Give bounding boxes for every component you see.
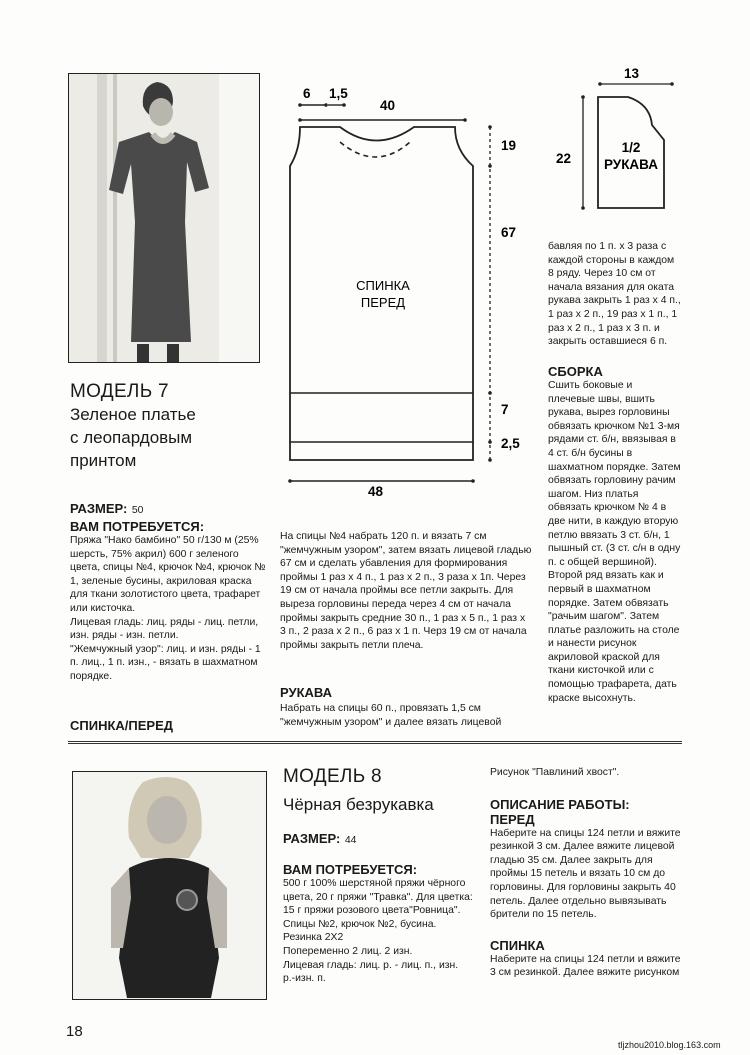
dim-40: 40 bbox=[380, 98, 396, 113]
size-label: РАЗМЕР: bbox=[283, 831, 341, 846]
model8-subtitle: Чёрная безрукавка bbox=[283, 795, 434, 814]
neckline-dashed bbox=[340, 142, 410, 157]
subtitle-line: с леопардовым bbox=[70, 428, 193, 447]
dim-6: 6 bbox=[303, 86, 311, 101]
dim-2-5: 2,5 bbox=[501, 436, 520, 451]
model8-right-column bbox=[490, 766, 682, 980]
model8-materials bbox=[283, 862, 473, 986]
section-divider bbox=[68, 741, 682, 744]
panel-label: СПИНКА bbox=[356, 278, 410, 293]
size-value: 50 bbox=[131, 505, 144, 516]
model7-subtitle bbox=[70, 403, 196, 472]
model7-photo-illustration bbox=[69, 74, 259, 362]
pattern-diagram bbox=[270, 60, 540, 500]
model7-right-column bbox=[548, 240, 682, 705]
sleeve-top-dim: 13 bbox=[624, 66, 640, 81]
back-front-heading: СПИНКА/ПЕРЕД bbox=[70, 718, 174, 733]
model8-title: МОДЕЛЬ 8 bbox=[283, 766, 382, 787]
sleeve-diagram bbox=[550, 62, 685, 212]
model8-photo bbox=[72, 771, 267, 1000]
sleeves-heading: РУКАВА bbox=[280, 685, 333, 700]
needs-label: ВАМ ПОТРЕБУЕТСЯ: bbox=[283, 862, 418, 877]
size-value: 44 bbox=[344, 835, 357, 846]
panel-label: ПЕРЕД bbox=[360, 295, 406, 310]
assembly-heading: СБОРКА bbox=[548, 364, 603, 379]
pattern-line: Рисунок "Павлиний хвост". bbox=[490, 767, 620, 778]
sleeves-text: Набрать на спицы 60 п., провязать 1,5 см "жемчужным узором" и далее вязать лицевой bbox=[280, 703, 502, 728]
sleeve-side-dim: 22 bbox=[556, 151, 572, 166]
sleeves-text-continued: бавляя по 1 п. х 3 раза с каждой стороны в каждом 8 ряду. Через 10 см от начала вязания для оката рукава закрыть 1 раз х 4 п., 1 раз х 2 п., 19 раз х 1 п., 1 раз х 2 п., 1 раз х 3 п. и закрыть оставшиеся 6 п. bbox=[548, 241, 681, 348]
subtitle-line: Зеленое платье bbox=[70, 405, 196, 424]
size-label: РАЗМЕР: bbox=[70, 501, 128, 516]
back-text: Наберите на спицы 124 петли и вяжите 3 см резинкой. Далее вяжите рисунком bbox=[490, 953, 681, 979]
dim-19: 19 bbox=[501, 138, 517, 153]
needs-label: ВАМ ПОТРЕБУЕТСЯ: bbox=[70, 519, 205, 534]
front-heading: ПЕРЕД bbox=[490, 811, 535, 827]
model7-materials bbox=[70, 500, 266, 684]
page-number: 18 bbox=[66, 1023, 83, 1040]
desc-heading: ОПИСАНИЕ РАБОТЫ: bbox=[490, 796, 630, 812]
back-front-text: На спицы №4 набрать 120 п. и вязать 7 см "жемчужным узором", затем вязать лицевой гладью 67 см и сделать убавления для формирования проймы 1 раз х 4 п., 1 раз х 2 п., 3 раза х 1п. Через 19 см от начала проймы все петли закрыть. Для выреза горловины переда через 4 см от начала проймы закрыть средние 30 п., 1 раз х 5 п., 1 раз х 3 п., 2 раза х 2 п., 6 раз х 1 п. Черз 19 см от начала проймы закрыть петли плеча. bbox=[280, 531, 532, 651]
needs-text: 500 г 100% шерстяной пряжи чёрного цвета, 20 г пряжи "Травка". Для цветка: 15 г пряжи розового цвета"Ровница". Спицы №2, крючок №2, бусина. bbox=[283, 878, 473, 930]
front-text: Наберите на спицы 124 петли и вяжите резинкой 3 см. Далее вяжите лицевой гладью 35 см. Далее закрыть для проймы 15 петель и вязать 10 см до горловины. Для горловины закрыть 40 петель. Далее отдельно вывязывать брители по 15 петель. bbox=[490, 827, 681, 921]
dim-1-5: 1,5 bbox=[329, 86, 348, 101]
panel-outline bbox=[290, 127, 473, 460]
model7-title: МОДЕЛЬ 7 bbox=[70, 381, 169, 402]
sleeve-label: РУКАВА bbox=[603, 157, 659, 172]
model8-photo-illustration bbox=[73, 772, 266, 999]
stitch-text: Лицевая гладь: лиц. р. - лиц. п., изн. р.-изн. п. bbox=[283, 959, 459, 985]
dim-7: 7 bbox=[501, 402, 509, 417]
subtitle-line: принтом bbox=[70, 451, 137, 470]
back-heading: СПИНКА bbox=[490, 937, 545, 953]
stitch-text: "Жемчужный узор": лиц. и изн. ряды - 1 п. лиц., 1 п. изн., - вязать в шахматном порядке. bbox=[70, 643, 261, 682]
dim-67: 67 bbox=[501, 225, 517, 240]
rib-text: Попеременно 2 лиц. 2 изн. bbox=[283, 945, 413, 957]
model7-photo bbox=[68, 73, 260, 363]
model8-size bbox=[283, 830, 356, 848]
dim-48: 48 bbox=[368, 484, 384, 499]
needs-text: Пряжа "Нако бамбино" 50 г/130 м (25% шерсть, 75% акрил) 600 г зеленого цвета, спицы №4, крючок №4, крючок № 1, зеленые бусины, акриловая краска для ткани золотистого цвета, трафарет или кисточка. bbox=[70, 535, 266, 614]
rib-title: Резинка 2Х2 bbox=[283, 932, 344, 944]
stitch-text: Лицевая гладь: лиц. ряды - лиц. петли, изн. ряды - изн. петли. bbox=[70, 616, 259, 642]
assembly-text: Сшить боковые и плечевые швы, вшить рукава, вырез горловины обвязать крючком №1 3-мя рядами ст. б/н, ввязывая в 4 ст. б/н бусины в шахматном порядке. Затем обвязать горловину рачим шагом. Низ платья обвязать крючком № 4 в две нити, в каждую вторую петлю ввязать 3 ст. б/н, 1 пышный ст. (3 ст. с/н в одну п. с общей вершиной). Второй ряд вязать как и первый в шахматном порядке. Затем обвязать "рачьим шагом". Затем платье разложить на столе и нанести рисунок акриловой краской для ткани кисточкой или с помощью трафарета, дать краске высохнуть. bbox=[548, 380, 681, 704]
sleeve-label: 1/2 bbox=[621, 140, 641, 155]
watermark: tljzhou2010.blog.163.com bbox=[618, 1040, 721, 1050]
